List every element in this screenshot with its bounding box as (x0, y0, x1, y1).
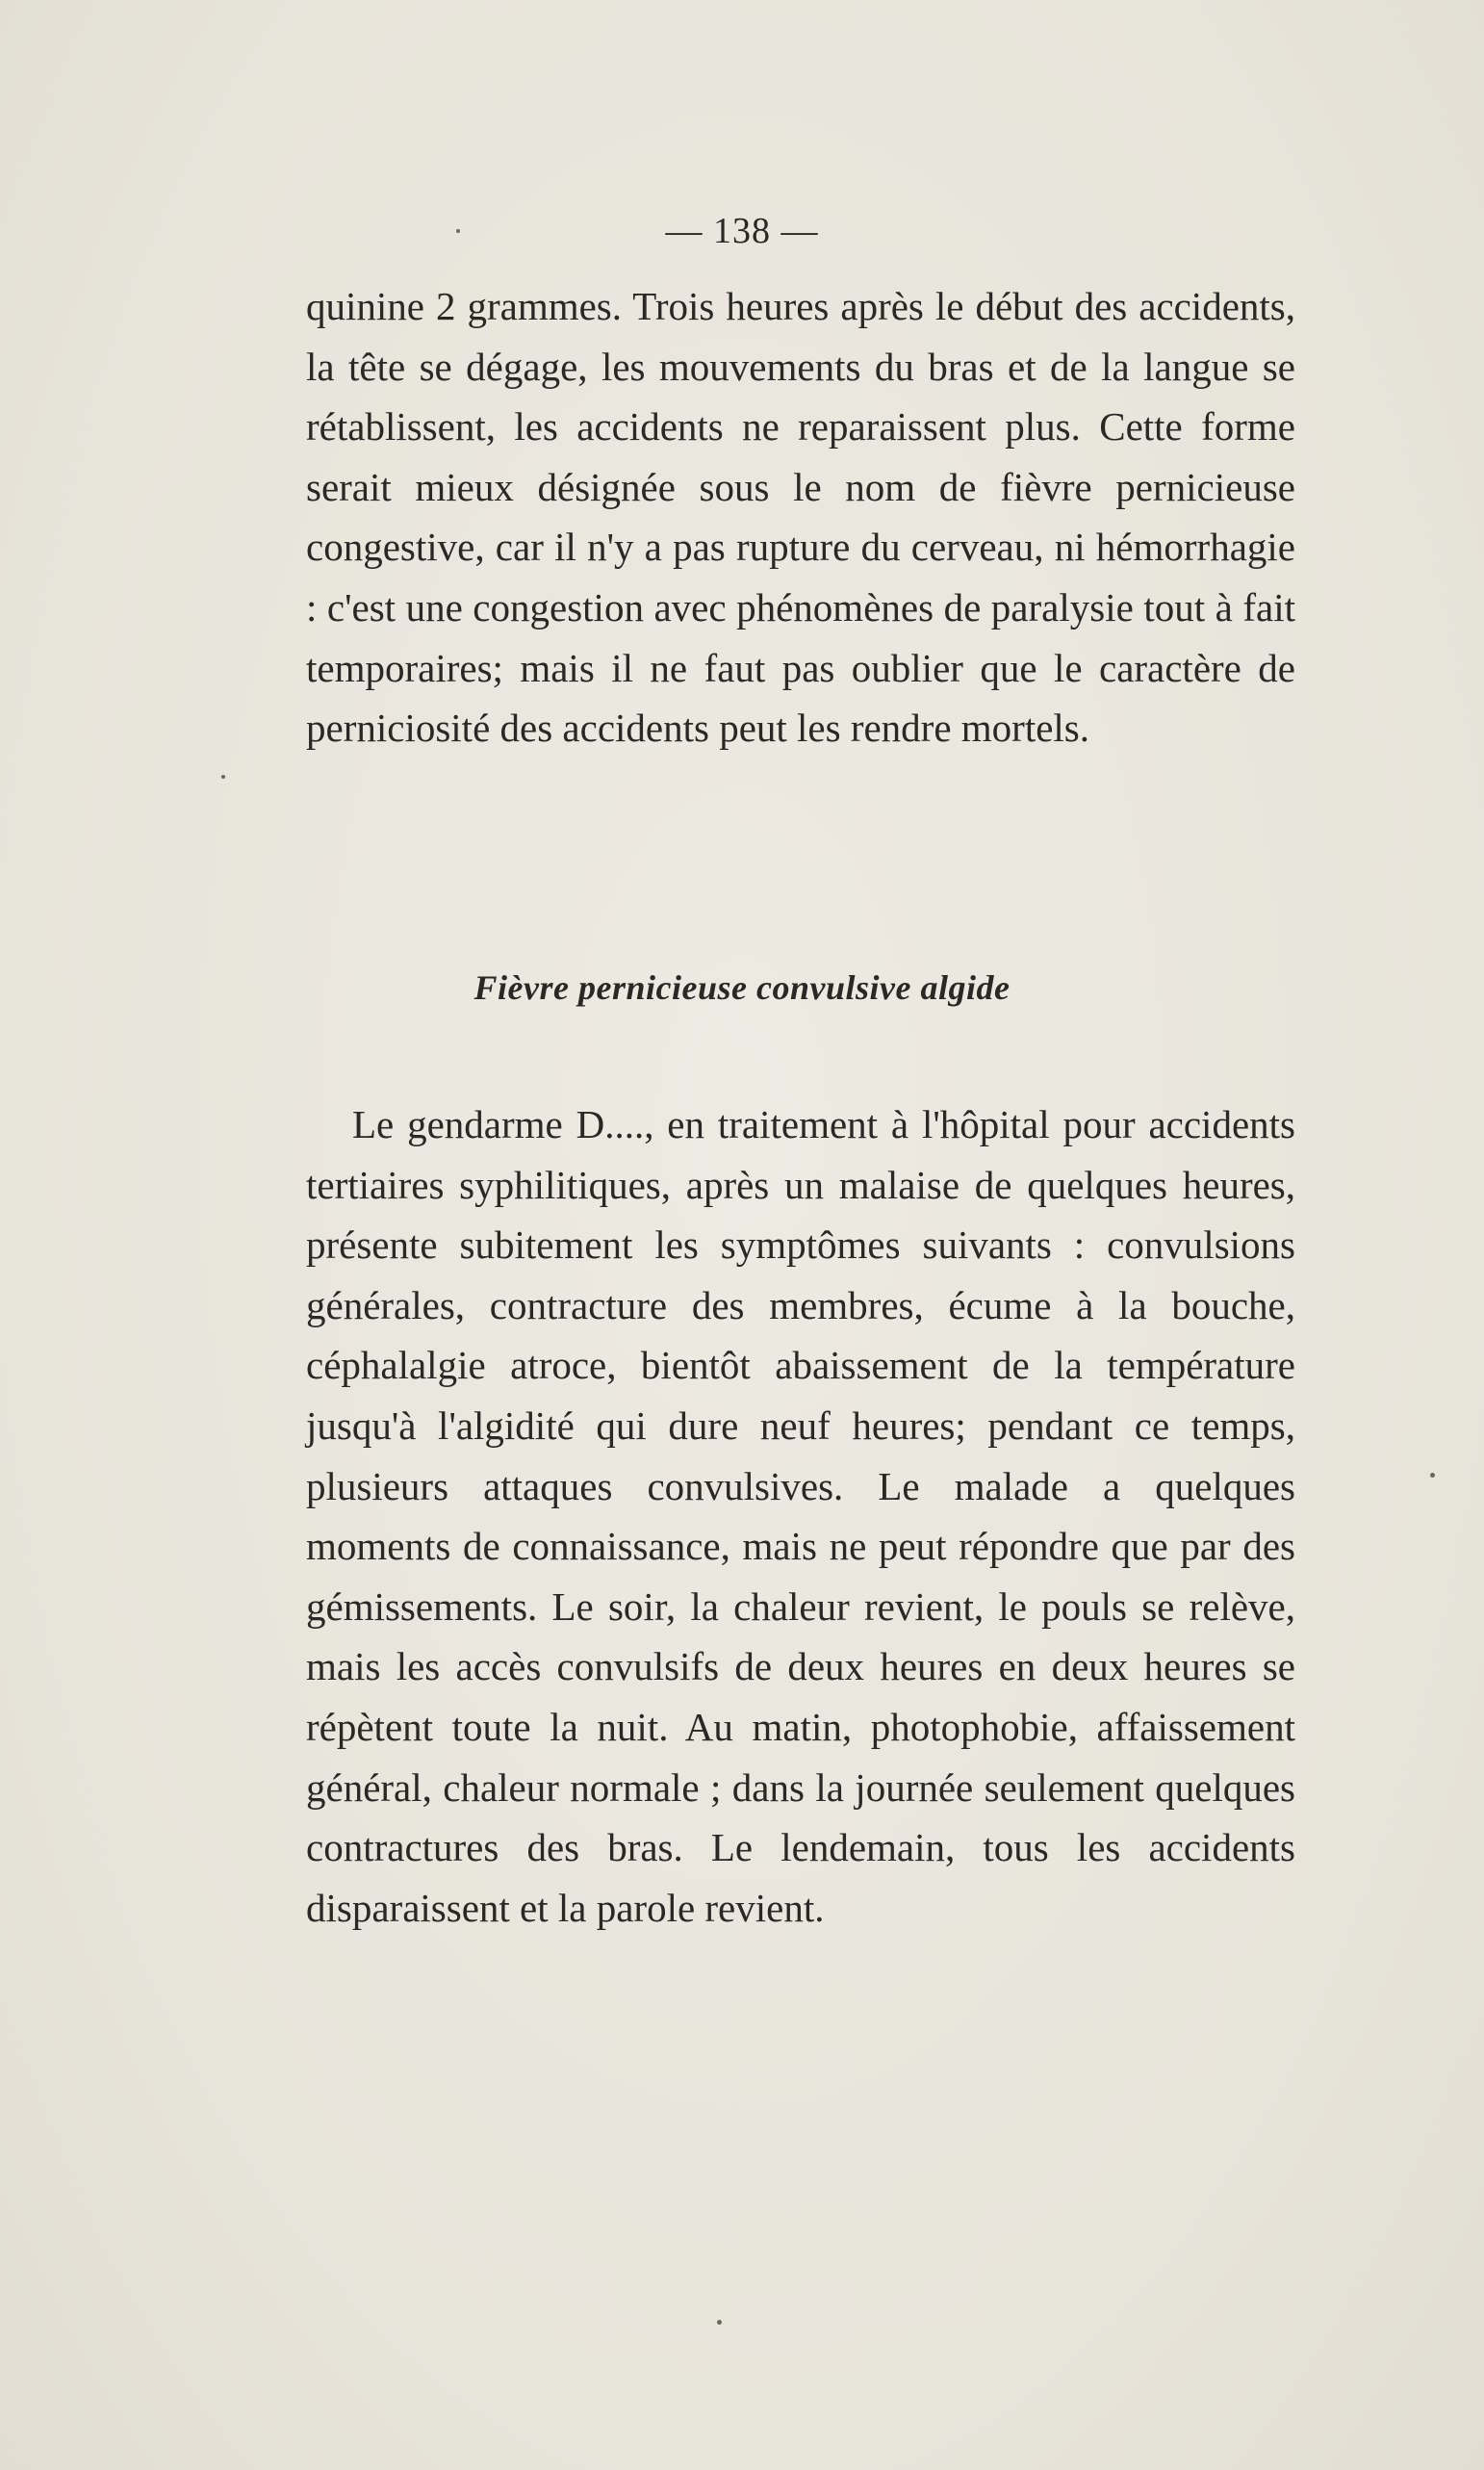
paper-speck (1430, 1473, 1435, 1478)
section-heading: Fièvre pernicieuse convulsive algide (473, 968, 1011, 1007)
continued-paragraph: quinine 2 grammes. Trois heures après le début des accidents, la tête se dégage, les mouvements du bras et de la langue se rétablissent, les accidents ne reparaissent plus. Cette forme serait mieux désignée sous le nom de fièvre pernicieuse congestive, car il n'y a pas rupture du cerveau, ni hémorrhagie : c'est une congestion avec phénomènes de paralysie tout à fait temporaires; mais il ne faut pas oublier que le caractère de perniciosité des accidents peut les rendre mortels. (306, 284, 1295, 751)
paper-speck (717, 2320, 722, 2325)
page-number: — 138 — (665, 211, 819, 251)
case-paragraph: Le gendarme D...., en traitement à l'hôpital pour accidents tertiaires syphilitiques, après un malaise de quelques heures, présente subitement les symptômes suivants : convulsions générales, contracture des membres, écume à la bouche, céphalalgie atroce, bientôt abaissement de la température jusqu'à l'algidité qui dure neuf heures; pendant ce temps, plusieurs attaques convulsives. Le malade a quelques moments de connaissance, mais ne peut répondre que par des gémissements. Le soir, la chaleur revient, le pouls se relève, mais les accès convulsifs de deux heures en deux heures se répètent toute la nuit. Au matin, photophobie, affaissement général, chaleur normale ; dans la journée seulement quelques contractures des bras. Le lendemain, tous les accidents disparaissent et la parole revient. (306, 1102, 1295, 1930)
paper-speck (221, 775, 225, 779)
paper-speck (456, 229, 460, 233)
